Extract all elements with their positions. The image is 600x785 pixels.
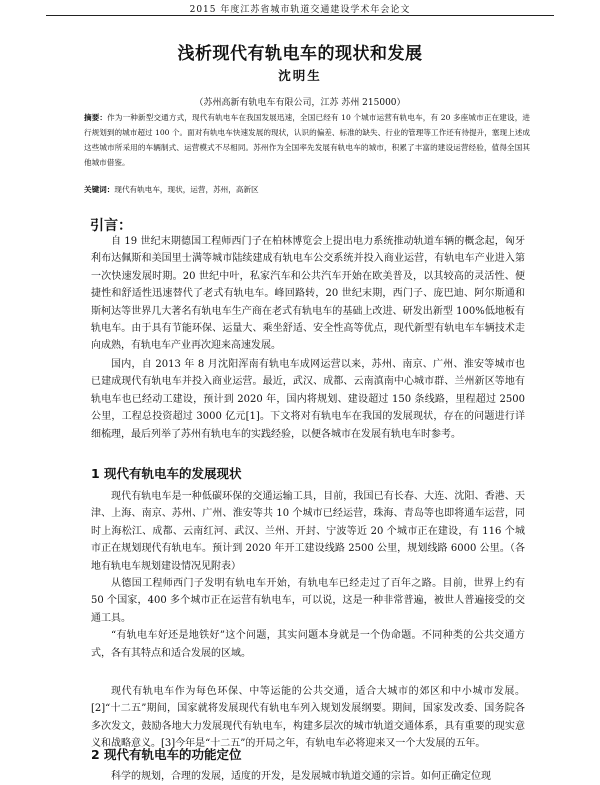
section-1-paragraph: 现代有轨电车作为每色环保、中等运能的公共交通，适合大城市的郊区和中小城市发展。[2]“十二五”期间，国家就将发展现代有轨电车列入规划发展纲要。期间，国家发改委、国务院各多次发文，鼓励各地大力发展现代有轨电车，构建多层次的城市轨道交通体系，具有重要的现实意义和战略意义。[3]今年是“十二五”的开局之年，有轨电车必将迎来又一个大发展的五年。 (91, 686, 525, 750)
abstract-label: 摘要： (84, 113, 108, 122)
keywords (84, 184, 530, 196)
section-1-heading: 1 现代有轨电车的发展现状 (91, 466, 242, 481)
section-1-paragraph: 从德国工程师西门子发明有轨电车开始，有轨电车已经走过了百年之路。目前，世界上约有 50 个国家，400 多个城市正在运营有轨电车，可以说，这是一种非常普遍，被世人普遍接受的交通工具。 (91, 578, 525, 624)
abstract-text: 作为一种新型交通方式，现代有轨电车在我国发展迅速，全国已经有 10 个城市运营有轨电车，有 20 多座城市正在建设，进行规划到的城市超过 100 个。面对有轨电车快速发展的现状，认识的偏差、标准的缺失、行业的管理等工作还有待提升，塞现上述成这些城市所采用的车辆制式、运营模式不尽相同。苏州作为全国率先发展有轨电车的城市，积累了丰富的建设运营经验，值得全国其他城市借鉴。 (84, 113, 530, 167)
author-affiliation: （苏州高新有轨电车有限公司，江苏 苏州 215000） (194, 98, 406, 108)
paper-title: 浅析现代有轨电车的现状和发展 (177, 44, 423, 64)
section-1-paragraph: “有轨电车好还是地铁好”这个问题，其实问题本身就是一个伪命题。不同种类的公共交通方式，各有其特点和适合发展的区域。 (91, 630, 525, 659)
section-2-paragraph: 科学的规划，合理的发展，适度的开发，是发展城市轨道交通的宗旨。如何正确定位现 (111, 771, 491, 782)
section-2-heading: 2 现代有轨电车的功能定位 (91, 747, 242, 762)
intro-paragraph: 国内，自 2013 年 8 月沈阳浑南有轨电车成网运营以来，苏州、南京、广州、淮安等城市也已建成现代有轨电车并投入商业运营。最近，武汉、成都、云南滇南中心城市群、兰州新区等地有轨电车也已经动工建设，预计到 2020 年，国内将规划、建设超过 150 条线路，里程超过 2500 公里，工程总投资超过 3000 亿元[1]。下文将对有轨电车在我国的发展现状，存在的问题进行详细梳理，最后列举了苏州有轨电车的实践经验，以便各城市在发展有轨电车时参考。 (91, 359, 525, 440)
author-name: 沈明生 (278, 68, 322, 83)
section-2-body (91, 768, 525, 785)
section-1-body-continued (91, 683, 525, 753)
running-header: 2015 年度江苏省城市轨道交通建设学术年会论文 (189, 5, 411, 15)
keywords-text: 现代有轨电车，现状，运营，苏州，高新区 (114, 185, 259, 194)
abstract (84, 110, 530, 170)
intro-paragraph-2-block (91, 356, 525, 443)
keywords-label: 关键词： (84, 185, 115, 194)
section-1-paragraph: 现代有轨电车是一种低碳环保的交通运输工具，目前，我国已有长春、大连、沈阳、香港、天津、上海、南京、苏州、广州、淮安等共 10 个城市已经运营，珠海、青岛等也即将通车运营，同时上海松江、成都、云南红河、武汉、兰州、开封、宁波等近 20 个城市正在建设，有 116 个城市正在规划现代有轨电车。预计到 2020 年开工建设线路 2500 公里，规划线路 6000 公里。（各地有轨电车规划建设情况见附表） (91, 491, 525, 572)
header-rule (46, 15, 554, 16)
intro-paragraph-1-block (91, 233, 525, 355)
intro-heading: 引言： (90, 218, 132, 234)
intro-paragraph: 自 19 世纪末期德国工程师西门子在柏林博览会上提出电力系统推动轨道车辆的概念起，匈牙利布达佩斯和美国里士满等城市陆续建成有轨电车公交系统并投入商业运营，有轨电车产业进入第一次快速发展时期。20 世纪中叶，私家汽车和公共汽车开始在欧美普及，以其较高的灵活性、便捷性和舒适性迅速替代了老式有轨电车。峰回路转，20 世纪末期，西门子、庞巴迪、阿尔斯通和斯柯达等世界几大著名有轨电车生产商在老式有轨电车的基础上改进、研发出新型 100%低地板有轨电车。由于具有节能环保、运量大、乘坐舒适、安全性高等优点，现代新型有轨电车车辆技术走向成熟，有轨电车产业再次迎来高速发展。 (91, 236, 525, 352)
section-1-body (91, 488, 525, 662)
